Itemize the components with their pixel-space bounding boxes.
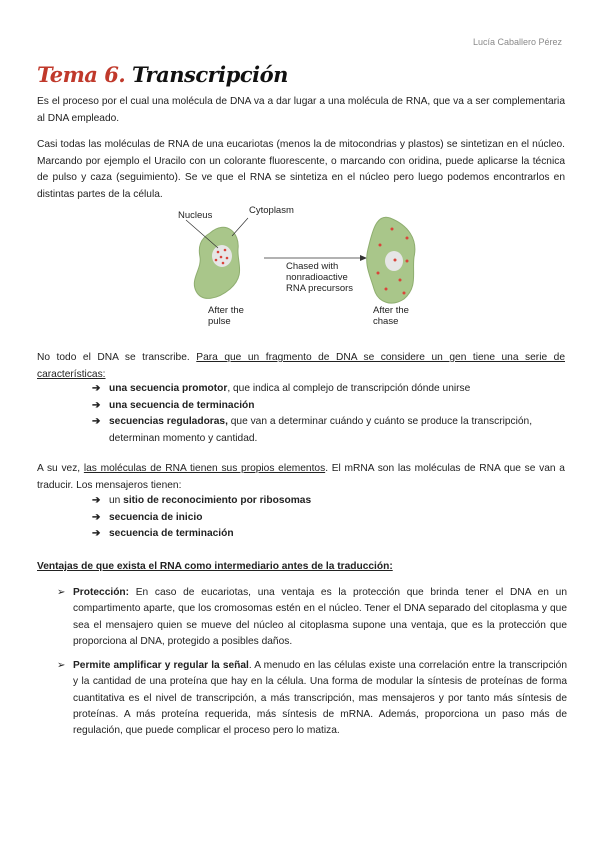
arrow-icon: ➔ [92, 495, 101, 506]
label-chased-line-3: RNA precursors [286, 283, 354, 294]
cytoplasm-pointer [232, 218, 248, 236]
title-topic: Transcripción [131, 62, 288, 87]
gene-section-lead: No todo el DNA se transcribe. [37, 352, 190, 363]
label-after-pulse [208, 305, 244, 327]
advantages-list [57, 585, 567, 748]
arrow-icon: ➔ [92, 511, 101, 523]
rna-section-intro [37, 461, 565, 494]
rna-section-lead: A su vez, [37, 463, 81, 474]
chase-arrowhead [360, 255, 367, 261]
rna-section-rest: . El mRNA son las moléculas de RNA que se van a traducir. Los mensajeros tienen: [37, 463, 565, 491]
list-item: ➔ un sitio de reconocimiento por ribosomas [92, 493, 567, 510]
intro-paragraph-1: Es el proceso por el cual una molécula de DNA va a dar lugar a una molécula de RNA, que va a ser complementaria al DNA empleado. [37, 96, 565, 124]
triangle-arrow-icon: ➢ [57, 587, 66, 598]
title-chapter: Tema 6. [37, 62, 126, 87]
intro-paragraph-2: Casi todas las moléculas de RNA de una eucariotas (menos la de mitocondrias y plastos) se sintetizan en el núcleo. Marcando por ejemplo el Uracilo con un colorante fluorescente, o marcando con oridina, puede aplicarse la técnica de pulso y caza (seguimiento). Se ve que el RNA se sintetiza en el núcleo pero luego podemos encontrarlos en distintas partes de la célula. [37, 139, 565, 200]
label-cytoplasm: Cytoplasm [249, 205, 294, 216]
label-after-chase-line-1: After the [373, 305, 409, 316]
gene-section-intro [37, 350, 565, 383]
label-after-pulse-line-1: After the [208, 305, 244, 316]
pulse-chase-figure [168, 203, 418, 333]
gene-characteristics-list [92, 381, 567, 447]
list-item: ➔ secuencia de terminación [92, 526, 567, 543]
label-chased [286, 261, 353, 294]
list-item: ➔ secuencias reguladoras, que van a determinar cuándo y cuánto se produce la transcripción, determinan momento y cantidad. [92, 416, 533, 444]
label-chased-line-2: nonradioactive [286, 272, 348, 283]
label-after-chase [373, 305, 409, 327]
advantages-heading: Ventajas de que exista el RNA como intermediario antes de la traducción: [37, 561, 393, 572]
mrna-elements-list [92, 493, 567, 543]
label-after-chase-line-2: chase [373, 316, 399, 327]
arrow-icon: ➔ [92, 416, 101, 427]
page-title [37, 62, 288, 87]
list-item: ➢ Permite amplificar y regular la señal. A menudo en las células existe una correlación entre la transcripción y la cantidad de una proteína que hay en la célula. Una forma de modular la síntesis de proteínas de forma cuantitativa es el nivel de transcripción, a más transcripción, mas mensajeros y por tanto más síntesis de proteínas. A más proteína requerida, más síntesis de mRNA. Además, proporciona un paso más de regulación, que puede complicar el proceso pero lo matiza. [57, 660, 568, 737]
label-after-pulse-line-2: pulse [208, 316, 231, 327]
arrow-icon: ➔ [92, 383, 101, 394]
arrow-icon: ➔ [92, 528, 101, 539]
arrow-icon: ➔ [92, 399, 101, 411]
list-item: ➔ una secuencia promotor, que indica al complejo de transcripción dónde unirse [92, 381, 567, 398]
list-item: ➔ secuencia de inicio [92, 510, 567, 527]
author-name: Lucía Caballero Pérez [472, 37, 562, 47]
triangle-arrow-icon: ➢ [57, 660, 66, 672]
gene-section-underlined: Para que un fragmento de DNA se considere un gen tiene una serie de características: [37, 352, 565, 380]
label-chased-line-1: Chased with [286, 261, 339, 272]
list-item: ➢ Protección: En caso de eucariotas, una ventaja es la protección que brinda tener el DNA en un compartimento aparte, que los cromosomas estén en el núcleo. Tener el DNA separado del citoplasma y que sea el mensajero quien se mueve del núcleo al citoplasma supone una ventaja, que es la protección que proporciona al DNA, protegido a posibles daños. [57, 587, 567, 647]
rna-section-underlined: las moléculas de RNA tienen sus propios elementos [83, 463, 326, 474]
label-nucleus: Nucleus [178, 210, 213, 221]
list-item: ➔ una secuencia de terminación [92, 398, 567, 415]
